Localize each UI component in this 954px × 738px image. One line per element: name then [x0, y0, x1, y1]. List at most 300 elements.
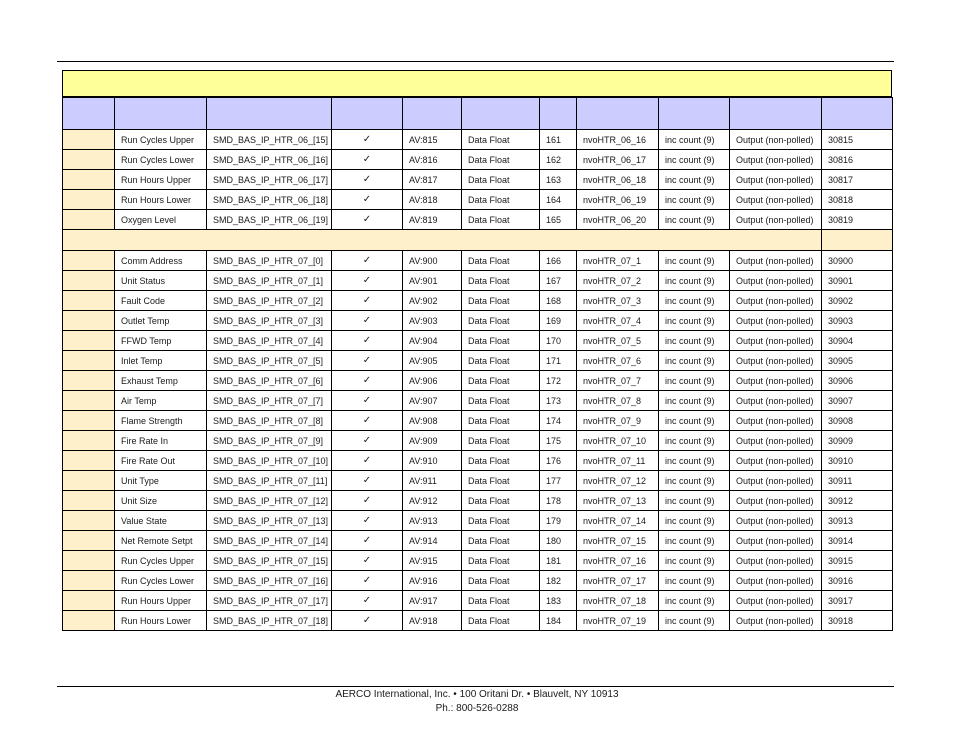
table-row: [63, 551, 893, 571]
direction: Output (non-polled): [730, 571, 822, 591]
data-type: Data Float: [462, 551, 540, 571]
bacnet-object: AV:905: [403, 351, 462, 371]
modbus-register: 30918: [822, 611, 893, 631]
index: 162: [540, 150, 577, 170]
bacnet-object: AV:900: [403, 251, 462, 271]
snvt-type: inc count (9): [659, 591, 730, 611]
index: 178: [540, 491, 577, 511]
check-mark: ✓: [332, 150, 403, 170]
check-mark: ✓: [332, 591, 403, 611]
bacnet-object: AV:915: [403, 551, 462, 571]
check-mark: ✓: [332, 571, 403, 591]
index: 174: [540, 411, 577, 431]
point-description: Run Hours Upper: [115, 591, 207, 611]
bacnet-object: AV:913: [403, 511, 462, 531]
data-type: Data Float: [462, 471, 540, 491]
bacnet-object-name: SMD_BAS_IP_HTR_06_[15]: [207, 130, 332, 150]
direction: Output (non-polled): [730, 551, 822, 571]
lon-nv-name: nvoHTR_07_5: [577, 331, 659, 351]
index: 170: [540, 331, 577, 351]
bacnet-object-name: SMD_BAS_IP_HTR_06_[17]: [207, 170, 332, 190]
table-row: [63, 491, 893, 511]
index: 167: [540, 271, 577, 291]
check-mark: ✓: [332, 511, 403, 531]
check-mark: ✓: [332, 531, 403, 551]
lon-nv-name: nvoHTR_07_12: [577, 471, 659, 491]
direction: Output (non-polled): [730, 130, 822, 150]
section-separator-row: [63, 230, 893, 251]
bacnet-object: AV:909: [403, 431, 462, 451]
bacnet-object-name: SMD_BAS_IP_HTR_06_[18]: [207, 190, 332, 210]
index: 168: [540, 291, 577, 311]
table-banner: [62, 70, 892, 97]
direction: Output (non-polled): [730, 511, 822, 531]
table-row: [63, 611, 893, 631]
bacnet-object-name: SMD_BAS_IP_HTR_07_[14]: [207, 531, 332, 551]
direction: Output (non-polled): [730, 351, 822, 371]
modbus-register: 30903: [822, 311, 893, 331]
lon-nv-name: nvoHTR_07_1: [577, 251, 659, 271]
header-cell: [822, 98, 893, 130]
data-type: Data Float: [462, 511, 540, 531]
direction: Output (non-polled): [730, 431, 822, 451]
table-row: [63, 331, 893, 351]
bacnet-object-name: SMD_BAS_IP_HTR_07_[17]: [207, 591, 332, 611]
lon-nv-name: nvoHTR_07_2: [577, 271, 659, 291]
direction: Output (non-polled): [730, 210, 822, 230]
modbus-register: 30912: [822, 491, 893, 511]
direction: Output (non-polled): [730, 150, 822, 170]
check-mark: ✓: [332, 190, 403, 210]
data-type: Data Float: [462, 451, 540, 471]
index: 163: [540, 170, 577, 190]
point-description: Fire Rate In: [115, 431, 207, 451]
snvt-type: inc count (9): [659, 311, 730, 331]
point-description: Exhaust Temp: [115, 371, 207, 391]
bacnet-object: AV:908: [403, 411, 462, 431]
modbus-register: 30905: [822, 351, 893, 371]
index: 176: [540, 451, 577, 471]
lon-nv-name: nvoHTR_07_11: [577, 451, 659, 471]
point-description: Inlet Temp: [115, 351, 207, 371]
lon-nv-name: nvoHTR_07_14: [577, 511, 659, 531]
section-separator-cell: [822, 230, 893, 251]
snvt-type: inc count (9): [659, 130, 730, 150]
check-mark: ✓: [332, 210, 403, 230]
check-mark: ✓: [332, 371, 403, 391]
page-footer: [0, 688, 954, 716]
table-row: [63, 511, 893, 531]
bacnet-object-name: SMD_BAS_IP_HTR_07_[7]: [207, 391, 332, 411]
snvt-type: inc count (9): [659, 150, 730, 170]
point-description: Air Temp: [115, 391, 207, 411]
point-description: Oxygen Level: [115, 210, 207, 230]
bacnet-object: AV:906: [403, 371, 462, 391]
data-type: Data Float: [462, 170, 540, 190]
bacnet-object-name: SMD_BAS_IP_HTR_07_[12]: [207, 491, 332, 511]
table-row: [63, 291, 893, 311]
check-mark: ✓: [332, 130, 403, 150]
row-marker-cell: [63, 210, 115, 230]
table-row: [63, 411, 893, 431]
bacnet-object: AV:917: [403, 591, 462, 611]
bacnet-object-name: SMD_BAS_IP_HTR_07_[11]: [207, 471, 332, 491]
table-row: [63, 190, 893, 210]
index: 172: [540, 371, 577, 391]
point-description: Run Cycles Upper: [115, 130, 207, 150]
lon-nv-name: nvoHTR_07_19: [577, 611, 659, 631]
index: 180: [540, 531, 577, 551]
data-type: Data Float: [462, 411, 540, 431]
lon-nv-name: nvoHTR_07_7: [577, 371, 659, 391]
data-type: Data Float: [462, 331, 540, 351]
point-description: Outlet Temp: [115, 311, 207, 331]
direction: Output (non-polled): [730, 271, 822, 291]
direction: Output (non-polled): [730, 531, 822, 551]
header-cell: [115, 98, 207, 130]
modbus-register: 30916: [822, 571, 893, 591]
point-description: Fire Rate Out: [115, 451, 207, 471]
bacnet-object-name: SMD_BAS_IP_HTR_07_[13]: [207, 511, 332, 531]
header-cell: [577, 98, 659, 130]
modbus-register: 30915: [822, 551, 893, 571]
snvt-type: inc count (9): [659, 611, 730, 631]
check-mark: ✓: [332, 251, 403, 271]
check-mark: ✓: [332, 551, 403, 571]
modbus-register: 30909: [822, 431, 893, 451]
check-mark: ✓: [332, 311, 403, 331]
index: 164: [540, 190, 577, 210]
bacnet-object: AV:911: [403, 471, 462, 491]
data-type: Data Float: [462, 130, 540, 150]
snvt-type: inc count (9): [659, 190, 730, 210]
row-marker-cell: [63, 291, 115, 311]
snvt-type: inc count (9): [659, 511, 730, 531]
point-description: Net Remote Setpt: [115, 531, 207, 551]
table-row: [63, 210, 893, 230]
index: 179: [540, 511, 577, 531]
index: 183: [540, 591, 577, 611]
modbus-register: 30913: [822, 511, 893, 531]
direction: Output (non-polled): [730, 451, 822, 471]
table-row: [63, 271, 893, 291]
row-marker-cell: [63, 150, 115, 170]
modbus-register: 30817: [822, 170, 893, 190]
bacnet-object: AV:817: [403, 170, 462, 190]
index: 169: [540, 311, 577, 331]
table-row: [63, 130, 893, 150]
row-marker-cell: [63, 511, 115, 531]
snvt-type: inc count (9): [659, 251, 730, 271]
point-description: Comm Address: [115, 251, 207, 271]
index: 173: [540, 391, 577, 411]
modbus-register: 30818: [822, 190, 893, 210]
index: 171: [540, 351, 577, 371]
table-row: [63, 170, 893, 190]
modbus-register: 30900: [822, 251, 893, 271]
lon-nv-name: nvoHTR_06_17: [577, 150, 659, 170]
check-mark: ✓: [332, 451, 403, 471]
modbus-register: 30819: [822, 210, 893, 230]
lon-nv-name: nvoHTR_06_16: [577, 130, 659, 150]
snvt-type: inc count (9): [659, 531, 730, 551]
modbus-register: 30911: [822, 471, 893, 491]
bacnet-object: AV:815: [403, 130, 462, 150]
bacnet-object: AV:916: [403, 571, 462, 591]
modbus-register: 30815: [822, 130, 893, 150]
point-description: FFWD Temp: [115, 331, 207, 351]
table-row: [63, 431, 893, 451]
snvt-type: inc count (9): [659, 351, 730, 371]
row-marker-cell: [63, 591, 115, 611]
data-type: Data Float: [462, 611, 540, 631]
bacnet-object: AV:819: [403, 210, 462, 230]
table-row: [63, 591, 893, 611]
check-mark: ✓: [332, 471, 403, 491]
snvt-type: inc count (9): [659, 491, 730, 511]
index: 177: [540, 471, 577, 491]
row-marker-cell: [63, 491, 115, 511]
modbus-register: 30904: [822, 331, 893, 351]
direction: Output (non-polled): [730, 331, 822, 351]
point-description: Run Cycles Upper: [115, 551, 207, 571]
lon-nv-name: nvoHTR_07_18: [577, 591, 659, 611]
lon-nv-name: nvoHTR_07_4: [577, 311, 659, 331]
direction: Output (non-polled): [730, 251, 822, 271]
check-mark: ✓: [332, 351, 403, 371]
check-mark: ✓: [332, 391, 403, 411]
index: 166: [540, 251, 577, 271]
section-separator-cell: [63, 230, 822, 251]
bacnet-object: AV:912: [403, 491, 462, 511]
index: 181: [540, 551, 577, 571]
modbus-register: 30906: [822, 371, 893, 391]
check-mark: ✓: [332, 431, 403, 451]
direction: Output (non-polled): [730, 471, 822, 491]
lon-nv-name: nvoHTR_07_10: [577, 431, 659, 451]
bacnet-object: AV:907: [403, 391, 462, 411]
bacnet-object-name: SMD_BAS_IP_HTR_07_[0]: [207, 251, 332, 271]
point-description: Fault Code: [115, 291, 207, 311]
data-type: Data Float: [462, 591, 540, 611]
point-description: Flame Strength: [115, 411, 207, 431]
point-description: Run Hours Lower: [115, 611, 207, 631]
snvt-type: inc count (9): [659, 371, 730, 391]
data-type: Data Float: [462, 271, 540, 291]
check-mark: ✓: [332, 491, 403, 511]
direction: Output (non-polled): [730, 591, 822, 611]
snvt-type: inc count (9): [659, 391, 730, 411]
table-row: [63, 311, 893, 331]
bacnet-object-name: SMD_BAS_IP_HTR_07_[1]: [207, 271, 332, 291]
snvt-type: inc count (9): [659, 291, 730, 311]
modbus-register: 30902: [822, 291, 893, 311]
row-marker-cell: [63, 351, 115, 371]
row-marker-cell: [63, 611, 115, 631]
lon-nv-name: nvoHTR_07_17: [577, 571, 659, 591]
lon-nv-name: nvoHTR_06_18: [577, 170, 659, 190]
bacnet-object: AV:918: [403, 611, 462, 631]
table-row: [63, 451, 893, 471]
point-grid: [62, 97, 893, 631]
row-marker-cell: [63, 271, 115, 291]
direction: Output (non-polled): [730, 391, 822, 411]
data-type: Data Float: [462, 391, 540, 411]
direction: Output (non-polled): [730, 311, 822, 331]
modbus-register: 30910: [822, 451, 893, 471]
data-type: Data Float: [462, 150, 540, 170]
table-row: [63, 571, 893, 591]
bacnet-object-name: SMD_BAS_IP_HTR_07_[3]: [207, 311, 332, 331]
bacnet-object-name: SMD_BAS_IP_HTR_07_[5]: [207, 351, 332, 371]
row-marker-cell: [63, 311, 115, 331]
direction: Output (non-polled): [730, 411, 822, 431]
data-type: Data Float: [462, 190, 540, 210]
check-mark: ✓: [332, 611, 403, 631]
check-mark: ✓: [332, 271, 403, 291]
point-description: Unit Size: [115, 491, 207, 511]
bacnet-object: AV:910: [403, 451, 462, 471]
modbus-register: 30917: [822, 591, 893, 611]
snvt-type: inc count (9): [659, 571, 730, 591]
row-marker-cell: [63, 130, 115, 150]
row-marker-cell: [63, 431, 115, 451]
header-cell: [63, 98, 115, 130]
index: 182: [540, 571, 577, 591]
bacnet-object: AV:903: [403, 311, 462, 331]
point-description: Run Hours Lower: [115, 190, 207, 210]
modbus-register: 30907: [822, 391, 893, 411]
point-description: Run Cycles Lower: [115, 150, 207, 170]
row-marker-cell: [63, 551, 115, 571]
modbus-register: 30908: [822, 411, 893, 431]
table-row: [63, 351, 893, 371]
direction: Output (non-polled): [730, 291, 822, 311]
bacnet-object-name: SMD_BAS_IP_HTR_07_[9]: [207, 431, 332, 451]
point-description: Run Hours Upper: [115, 170, 207, 190]
row-marker-cell: [63, 531, 115, 551]
table-row: [63, 251, 893, 271]
row-marker-cell: [63, 371, 115, 391]
check-mark: ✓: [332, 331, 403, 351]
bacnet-object: AV:901: [403, 271, 462, 291]
lon-nv-name: nvoHTR_07_6: [577, 351, 659, 371]
data-type: Data Float: [462, 531, 540, 551]
bacnet-object-name: SMD_BAS_IP_HTR_07_[18]: [207, 611, 332, 631]
point-description: Unit Status: [115, 271, 207, 291]
snvt-type: inc count (9): [659, 431, 730, 451]
snvt-type: inc count (9): [659, 271, 730, 291]
bacnet-object: AV:902: [403, 291, 462, 311]
point-map-table: [62, 70, 892, 631]
index: 175: [540, 431, 577, 451]
row-marker-cell: [63, 571, 115, 591]
header-cell: [540, 98, 577, 130]
table-row: [63, 150, 893, 170]
header-cell: [462, 98, 540, 130]
row-marker-cell: [63, 411, 115, 431]
data-type: Data Float: [462, 291, 540, 311]
bacnet-object-name: SMD_BAS_IP_HTR_07_[4]: [207, 331, 332, 351]
bacnet-object: AV:914: [403, 531, 462, 551]
data-type: Data Float: [462, 571, 540, 591]
bacnet-object-name: SMD_BAS_IP_HTR_07_[10]: [207, 451, 332, 471]
direction: Output (non-polled): [730, 611, 822, 631]
data-type: Data Float: [462, 491, 540, 511]
snvt-type: inc count (9): [659, 170, 730, 190]
table-row: [63, 371, 893, 391]
table-row: [63, 531, 893, 551]
data-type: Data Float: [462, 311, 540, 331]
bacnet-object-name: SMD_BAS_IP_HTR_07_[2]: [207, 291, 332, 311]
top-rule: [57, 61, 894, 62]
data-type: Data Float: [462, 251, 540, 271]
point-description: Unit Type: [115, 471, 207, 491]
data-type: Data Float: [462, 431, 540, 451]
modbus-register: 30816: [822, 150, 893, 170]
direction: Output (non-polled): [730, 371, 822, 391]
lon-nv-name: nvoHTR_06_20: [577, 210, 659, 230]
footer-address: AERCO International, Inc. • 100 Oritani Dr. • Blauvelt, NY 10913: [335, 689, 619, 700]
snvt-type: inc count (9): [659, 210, 730, 230]
column-header-row: [63, 98, 893, 130]
header-cell: [659, 98, 730, 130]
bacnet-object: AV:816: [403, 150, 462, 170]
direction: Output (non-polled): [730, 190, 822, 210]
footer-phone: Ph.: 800-526-0288: [435, 703, 519, 714]
lon-nv-name: nvoHTR_07_15: [577, 531, 659, 551]
bacnet-object-name: SMD_BAS_IP_HTR_06_[16]: [207, 150, 332, 170]
snvt-type: inc count (9): [659, 331, 730, 351]
point-description: Run Cycles Lower: [115, 571, 207, 591]
header-cell: [207, 98, 332, 130]
row-marker-cell: [63, 471, 115, 491]
table-row: [63, 471, 893, 491]
check-mark: ✓: [332, 411, 403, 431]
direction: Output (non-polled): [730, 170, 822, 190]
bacnet-object: AV:904: [403, 331, 462, 351]
bacnet-object-name: SMD_BAS_IP_HTR_06_[19]: [207, 210, 332, 230]
bottom-rule: [57, 686, 894, 687]
row-marker-cell: [63, 190, 115, 210]
modbus-register: 30901: [822, 271, 893, 291]
snvt-type: inc count (9): [659, 451, 730, 471]
bacnet-object-name: SMD_BAS_IP_HTR_07_[8]: [207, 411, 332, 431]
bacnet-object-name: SMD_BAS_IP_HTR_07_[6]: [207, 371, 332, 391]
modbus-register: 30914: [822, 531, 893, 551]
index: 184: [540, 611, 577, 631]
check-mark: ✓: [332, 291, 403, 311]
lon-nv-name: nvoHTR_07_3: [577, 291, 659, 311]
table-row: [63, 391, 893, 411]
index: 161: [540, 130, 577, 150]
direction: Output (non-polled): [730, 491, 822, 511]
bacnet-object-name: SMD_BAS_IP_HTR_07_[16]: [207, 571, 332, 591]
point-description: Value State: [115, 511, 207, 531]
lon-nv-name: nvoHTR_07_8: [577, 391, 659, 411]
data-type: Data Float: [462, 210, 540, 230]
row-marker-cell: [63, 251, 115, 271]
snvt-type: inc count (9): [659, 551, 730, 571]
lon-nv-name: nvoHTR_06_19: [577, 190, 659, 210]
row-marker-cell: [63, 170, 115, 190]
row-marker-cell: [63, 391, 115, 411]
data-type: Data Float: [462, 351, 540, 371]
bacnet-object-name: SMD_BAS_IP_HTR_07_[15]: [207, 551, 332, 571]
snvt-type: inc count (9): [659, 471, 730, 491]
row-marker-cell: [63, 331, 115, 351]
header-cell: [403, 98, 462, 130]
